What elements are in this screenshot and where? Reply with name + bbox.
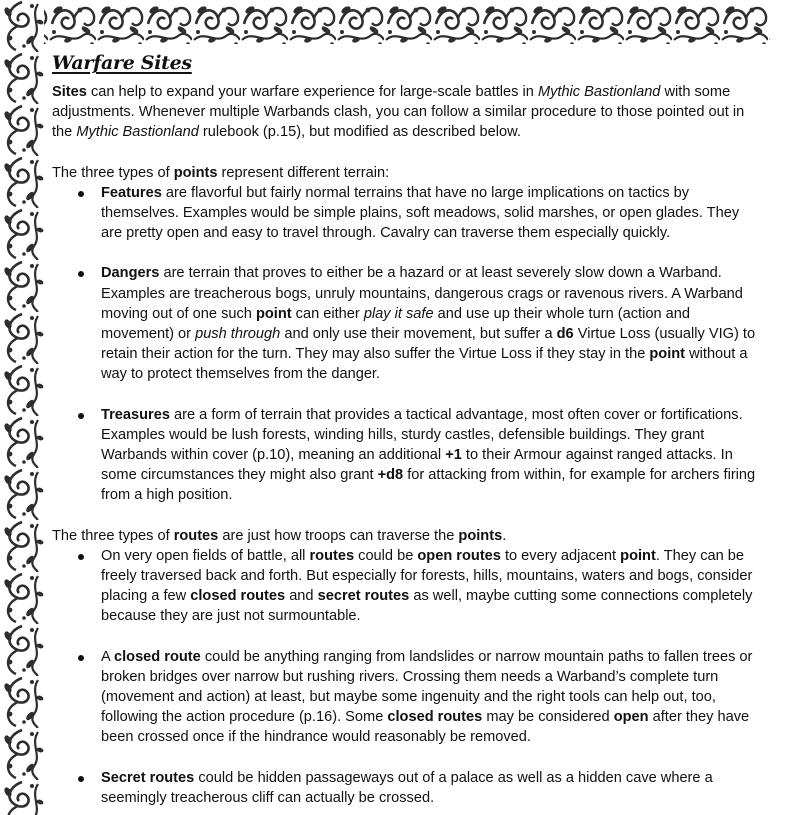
list-item-open-routes: On very open fields of battle, all routes could be open routes to every adjacent point. They can be freely traversed back and forth. But especially for forests, hills, mountains, waters and bogs, consider placing a few closed routes and secret routes as well, maybe cutting some connections completely because they are just not surmountable. xyxy=(52,546,764,627)
book-title: Mythic Bastionland xyxy=(537,84,661,100)
points-lead: The three types of points represent different terrain: xyxy=(52,164,390,181)
ornamental-border-top xyxy=(0,0,770,48)
document-body xyxy=(52,50,764,808)
routes-lead: The three types of routes are just how troops can traverse the points. xyxy=(52,527,507,544)
page-title: Warfare Sites xyxy=(52,52,192,74)
intro-paragraph: Sites can help to expand your warfare experience for large-scale battles in Mythic Bastionland with some adjustments. Whenever multiple Warbands clash, you can follow a similar procedure to those pointed out in the Mythic Bastionland rulebook (p.15), but modified as described below. xyxy=(52,84,745,141)
list-item-secret-routes: Secret routes could be hidden passageways out of a palace as well as a hidden cave where a seemingly treacherous cliff can actually be crossed. xyxy=(52,768,764,808)
list-item-treasures: Treasures are a form of terrain that provides a tactical advantage, most often cover or fortifications. Examples would be lush forests, winding hills, sturdy castles, defensible buildings. They grant Warbands within cover (p.10), meaning an additional +1 to their Armour against ranged attacks. In some circumstances they might also grant +d8 for attacking from within, for example for archers firing from a high position. xyxy=(52,405,764,506)
list-item-closed-routes: A closed route could be anything ranging from landslides or narrow mountain paths to fallen trees or broken bridges over narrow but rushing rivers. Crossing them needs a Warband’s complete turn (movement and action) at least, but maybe some ingenuity and the right tools can help out, too, following the action procedure (p.16). Some closed routes may be considered open after they have been crossed once if the hindrance would reasonably be removed. xyxy=(52,647,764,748)
list-item-features: Features are flavorful but fairly normal terrains that have no large implications on tactics by themselves. Examples would be simple plains, soft meadows, solid marshes, or open glades. They are pretty open and easy to travel through. Cavalry can traverse them especially quickly. xyxy=(52,183,764,244)
book-title: Mythic Bastionland xyxy=(76,124,199,141)
points-list xyxy=(52,183,764,506)
ornamental-border-left xyxy=(0,0,46,815)
intro-sites-term: Sites xyxy=(52,84,87,100)
routes-list xyxy=(52,546,764,808)
list-item-dangers: Dangers are terrain that proves to either be a hazard or at least severely slow down a Warband. Examples are treacherous bogs, unruly mountains, dangerous crags or ravenous rivers. A Warband moving out of one such point can either play it safe and use up their whole turn (action and movement) or push through and only use their movement, but suffer a d6 Virtue Loss (usually VIG) to retain their action for the turn. They may also suffer the Virtue Loss if they stay in the point without a way to protect themselves from the danger. xyxy=(52,263,764,384)
